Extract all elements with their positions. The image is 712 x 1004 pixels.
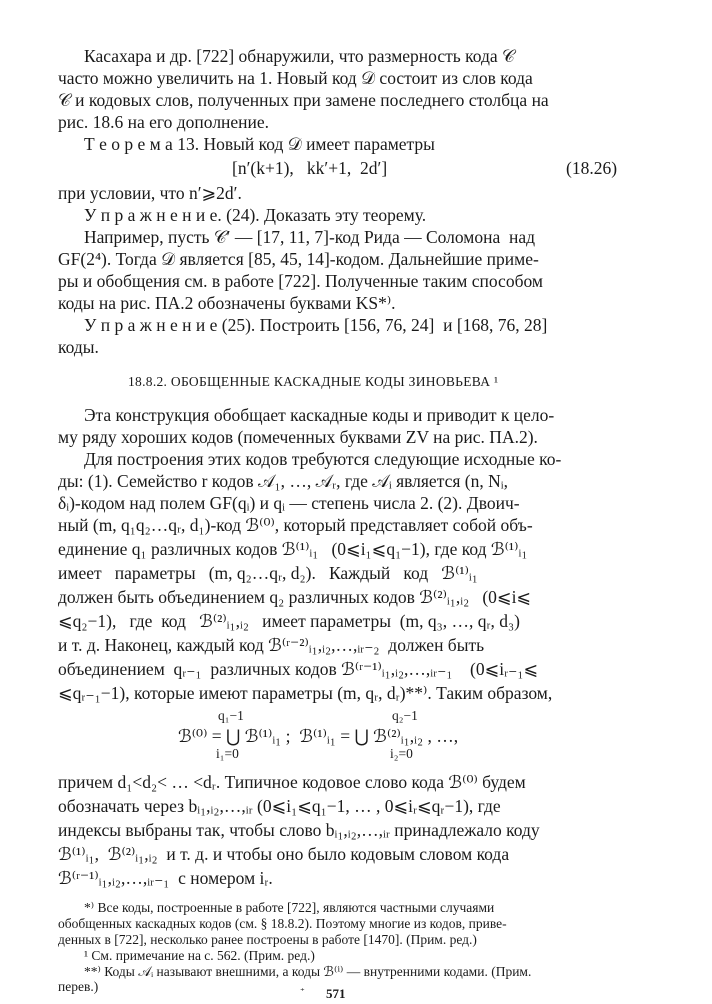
text-line: Для построения этих кодов требуются следующие исходные ко- <box>84 449 562 469</box>
text-line: Эта конструкция обобщает каскадные коды и приводит к цело- <box>84 405 555 425</box>
equation-union: ℬ⁽⁰⁾ = ⋃ ℬ⁽¹⁾ᵢ₁ ; ℬ⁽¹⁾ᵢ₁ = ⋃ ℬ⁽²⁾ᵢ₁,ᵢ₂ , …, <box>178 726 459 746</box>
union-lower-limit: i₂=0 <box>390 746 413 761</box>
text-line: при условии, что n′⩾2d′. <box>58 183 242 203</box>
text-line: ℬ⁽ʳ⁻¹⁾ᵢ₁,ᵢ₂,…,ᵢᵣ₋₁ с номером iᵣ. <box>58 868 273 888</box>
equation-number: (18.26) <box>566 158 618 178</box>
text-line: ℬ⁽¹⁾ᵢ₁, ℬ⁽²⁾ᵢ₁,ᵢ₂ и т. д. и чтобы оно было кодовым словом кода <box>58 844 510 864</box>
text-line: индексы выбраны так, чтобы слово bᵢ₁,ᵢ₂,…,ᵢᵣ принадлежало коду <box>58 820 540 840</box>
footnote-line: **⁾ Коды 𝒜ᵢ называют внешними, а коды ℬ⁽ⁱ⁾ — внутренними кодами. (Прим. <box>84 964 532 979</box>
text-line: Касахара и др. [722] обнаружили, что размерность кода 𝒞 <box>84 46 515 66</box>
text-line: коды на рис. ПА.2 обозначены буквами KS*⁾. <box>58 293 396 313</box>
page-number: 571 <box>326 986 346 1001</box>
text-line: имеет параметры (m, q₂…qᵣ, d₂). Каждый код ℬ⁽¹⁾ᵢ₁ <box>58 563 478 583</box>
footnote-line: *⁾ Все коды, построенные в работе [722], являются частными случаями <box>84 900 495 915</box>
footnote-line: обобщенных каскадных кодов (см. § 18.8.2). Поэтому многие из кодов, приве- <box>58 916 507 931</box>
text-line: 𝒞 и кодовых слов, полученных при замене последнего столбца на <box>58 90 549 110</box>
text-line: ды: (1). Семейство r кодов 𝒜₁, …, 𝒜ᵣ, где 𝒜ᵢ является (n, Nᵢ, <box>58 471 508 491</box>
union-lower-limit: i₁=0 <box>216 746 239 761</box>
text-line: должен быть объединением q₂ различных кодов ℬ⁽²⁾ᵢ₁,ᵢ₂ (0⩽i⩽ <box>58 587 532 607</box>
section-heading: 18.8.2. ОБОБЩЕННЫЕ КАСКАДНЫЕ КОДЫ ЗИНОВЬЕВА ¹ <box>128 374 499 389</box>
text-line: δᵢ)-кодом над полем GF(qᵢ) и qᵢ — степень числа 2. (2). Двоич- <box>58 493 520 513</box>
text-line: обозначать через bᵢ₁,ᵢ₂,…,ᵢᵣ (0⩽i₁⩽q₁−1, … , 0⩽iᵣ⩽qᵣ−1), где <box>58 796 501 816</box>
text-line: рис. 18.6 на его дополнение. <box>58 112 270 132</box>
union-upper-limit: q₁−1 <box>218 708 244 723</box>
text-line: ный (m, q₁q₂…qᵣ, d₁)-код ℬ⁽⁰⁾, который представляет собой объ- <box>58 515 533 535</box>
text-line: GF(2⁴). Тогда 𝒟 является [85, 45, 14]-кодом. Дальнейшие приме- <box>58 249 539 269</box>
bottom-mark: ⁺ <box>300 986 305 996</box>
theorem-line: Т е о р е м а 13. Новый код 𝒟 имеет параметры <box>84 134 435 154</box>
exercise-line: У п р а ж н е н и е (25). Построить [156, 76, 24] и [168, 76, 28] <box>84 315 548 335</box>
text-line: ⩽q₂−1), где код ℬ⁽²⁾ᵢ₁,ᵢ₂ имеет параметры (m, q₃, …, qᵣ, d₃) <box>58 611 520 631</box>
text-line: причем d₁<d₂< … <dᵣ. Типичное кодовое слово кода ℬ⁽⁰⁾ будем <box>58 772 526 792</box>
text-line: ⩽qᵣ₋₁−1), которые имеют параметры (m, qᵣ, dᵣ)**⁾. Таким образом, <box>58 683 553 703</box>
equation-18-26: [n′(k+1), kk′+1, 2d′] <box>232 158 388 178</box>
footnote-line: перев.) <box>58 979 99 994</box>
union-upper-limit: q₂−1 <box>392 708 418 723</box>
text-line: и т. д. Наконец, каждый код ℬ⁽ʳ⁻²⁾ᵢ₁,ᵢ₂,…,ᵢᵣ₋₂ должен быть <box>58 635 485 655</box>
text-line: объединением qᵣ₋₁ различных кодов ℬ⁽ʳ⁻¹⁾ᵢ₁,ᵢ₂,…,ᵢᵣ₋₁ (0⩽iᵣ₋₁⩽ <box>58 659 539 679</box>
footnote-line: денных в [722], несколько ранее построены в работе [1470]. (Прим. ред.) <box>58 932 477 947</box>
exercise-line: У п р а ж н е н и е. (24). Доказать эту теорему. <box>84 205 427 225</box>
footnote-line: ¹ См. примечание на с. 562. (Прим. ред.) <box>84 948 315 963</box>
text-line: единение q₁ различных кодов ℬ⁽¹⁾ᵢ₁ (0⩽i₁⩽q₁−1), где код ℬ⁽¹⁾ᵢ₁ <box>58 539 528 559</box>
text-line: му ряду хороших кодов (помеченных буквами ZV на рис. ПА.2). <box>58 427 538 447</box>
text-line: коды. <box>58 337 99 357</box>
text-line: ры и обобщения см. в работе [722]. Полученные таким способом <box>58 271 543 291</box>
text-line: Например, пусть 𝒞′ — [17, 11, 7]-код Рида — Соломона над <box>84 227 536 247</box>
text-line: часто можно увеличить на 1. Новый код 𝒟 состоит из слов кода <box>58 68 533 88</box>
